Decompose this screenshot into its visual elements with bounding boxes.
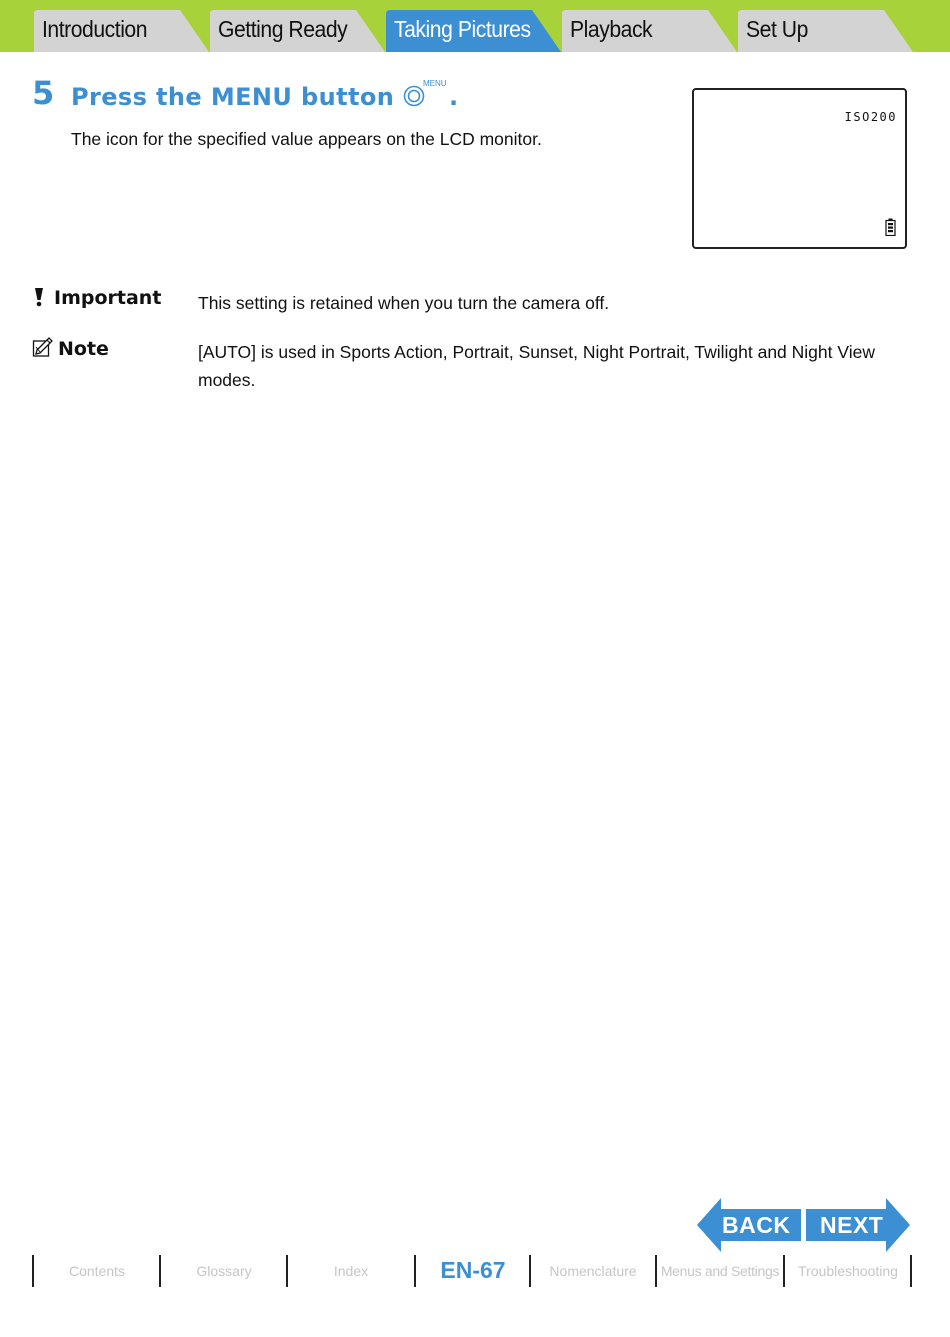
footer-link-troubleshooting[interactable]: Troubleshooting [798,1263,898,1279]
note-label: Note [58,338,109,360]
tab-label: Taking Pictures [394,16,531,42]
footer-divider [910,1255,912,1287]
tab-label: Introduction [42,16,148,42]
chapter-tab-bar [0,0,950,52]
tab-taking-pictures[interactable] [386,10,561,52]
important-heading [32,287,161,312]
footer-link-glossary[interactable]: Glossary [196,1263,252,1279]
note-text: [AUTO] is used in Sports Action, Portrait, Sunset, Night Portrait, Twilight and Night View modes. [198,342,875,390]
next-label: NEXT [820,1212,884,1238]
footer-link-menus-and-settings[interactable]: Menus and Settings [660,1263,780,1279]
footer-nav [32,1255,914,1287]
tab-getting-ready[interactable] [210,10,385,52]
step-number: 5 [32,74,55,112]
tab-introduction[interactable] [34,10,209,52]
page-number: EN-67 [440,1257,506,1283]
step-title-suffix: . [448,83,459,111]
next-button[interactable] [806,1197,910,1253]
note-heading [32,336,109,363]
important-text: This setting is retained when you turn the camera off. [198,293,610,313]
footer-link-nomenclature[interactable]: Nomenclature [549,1263,637,1279]
back-label: BACK [722,1212,791,1238]
lcd-monitor-illustration [692,88,907,249]
important-label: Important [54,287,162,309]
tab-set-up[interactable] [738,10,913,52]
battery-icon [885,218,896,241]
back-button[interactable] [697,1197,801,1253]
tab-label: Getting Ready [218,16,348,42]
menu-icon-label: MENU [422,79,447,88]
exclamation-icon [32,287,54,312]
lcd-iso-indicator: ISO200 [844,110,897,124]
step-description: The icon for the specified value appears on the LCD monitor. [71,129,542,149]
memo-pencil-icon [32,336,58,363]
menu-button-icon [403,79,449,108]
step-title [71,79,459,111]
footer-link-contents[interactable]: Contents [68,1263,126,1279]
tab-label: Playback [570,16,653,42]
step-title-text: Press the MENU button [71,83,395,111]
tab-label: Set Up [746,16,808,42]
footer-link-index[interactable]: Index [333,1263,369,1279]
tab-playback[interactable] [562,10,737,52]
